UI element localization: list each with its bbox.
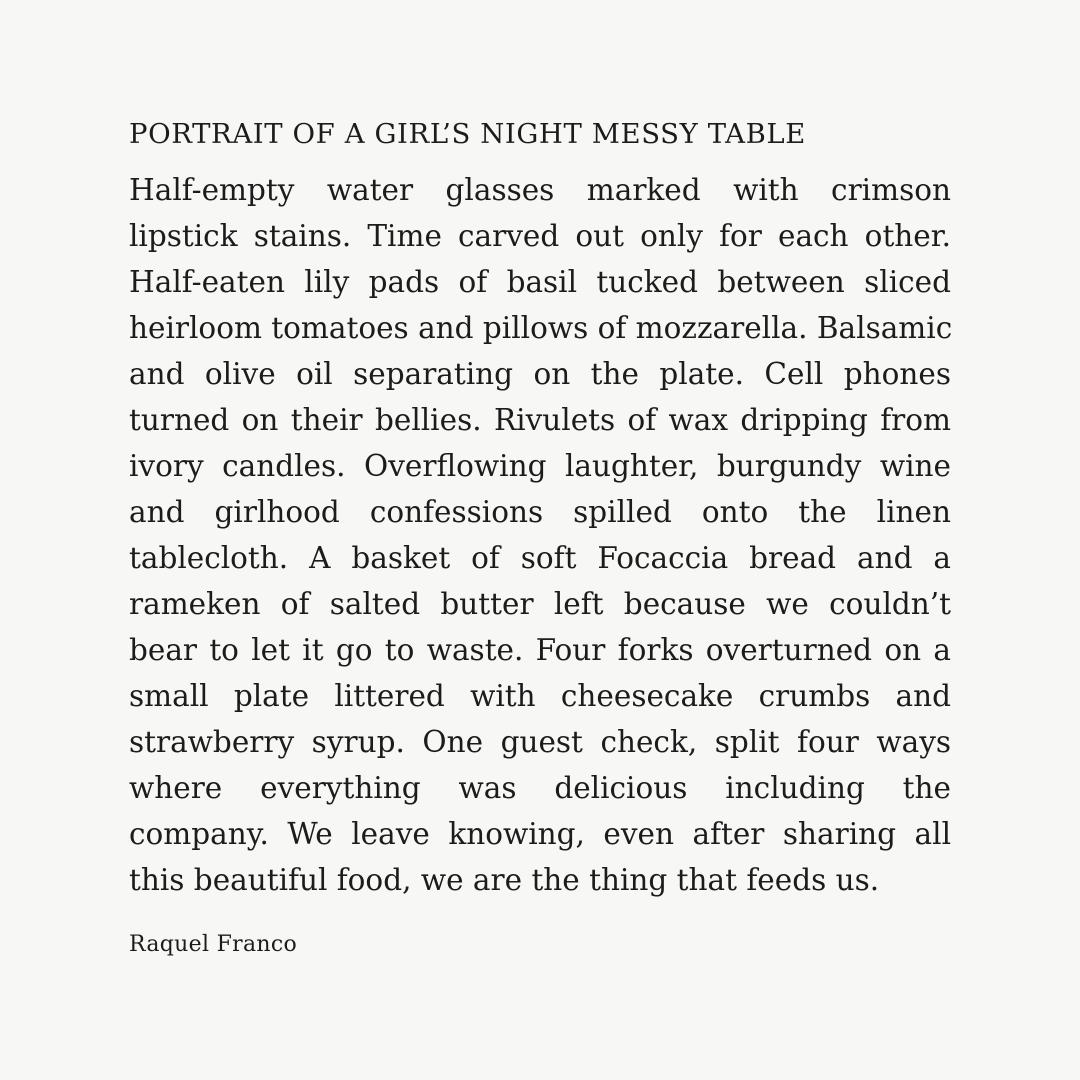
poem-line: lipstick stains. Time carved out only for each other. xyxy=(129,219,951,253)
poem-line: small plate littered with cheesecake crumbs and xyxy=(129,679,951,713)
poem-card xyxy=(129,112,951,903)
poem-line: where everything was delicious including the xyxy=(129,771,951,805)
poem-line: company. We leave knowing, even after sharing all xyxy=(129,817,951,851)
poem-line: turned on their bellies. Rivulets of wax dripping from xyxy=(129,403,951,437)
poem-line: heirloom tomatoes and pillows of mozzarella. Balsamic xyxy=(129,311,953,345)
poem-line: and girlhood confessions spilled onto the linen xyxy=(129,495,951,529)
poem-line: strawberry syrup. One guest check, split four ways xyxy=(129,725,951,759)
poem-line: Half-eaten lily pads of basil tucked between sliced xyxy=(129,265,951,299)
poem-line: ivory candles. Overflowing laughter, burgundy wine xyxy=(129,449,951,483)
poem-line: bear to let it go to waste. Four forks overturned on a xyxy=(129,633,951,667)
poem-body xyxy=(129,167,951,903)
poem-line: Half-empty water glasses marked with crimson xyxy=(129,173,951,207)
poem-line: tablecloth. A basket of soft Focaccia bread and a xyxy=(129,541,951,575)
poem-line: and olive oil separating on the plate. Cell phones xyxy=(129,357,951,391)
author-name: Raquel Franco xyxy=(129,932,298,957)
poem-line: rameken of salted butter left because we couldn’t xyxy=(129,587,951,621)
poem-title: PORTRAIT OF A GIRL’S NIGHT MESSY TABLE xyxy=(129,118,806,150)
poem-line-last: this beautiful food, we are the thing that feeds us. xyxy=(129,863,880,897)
